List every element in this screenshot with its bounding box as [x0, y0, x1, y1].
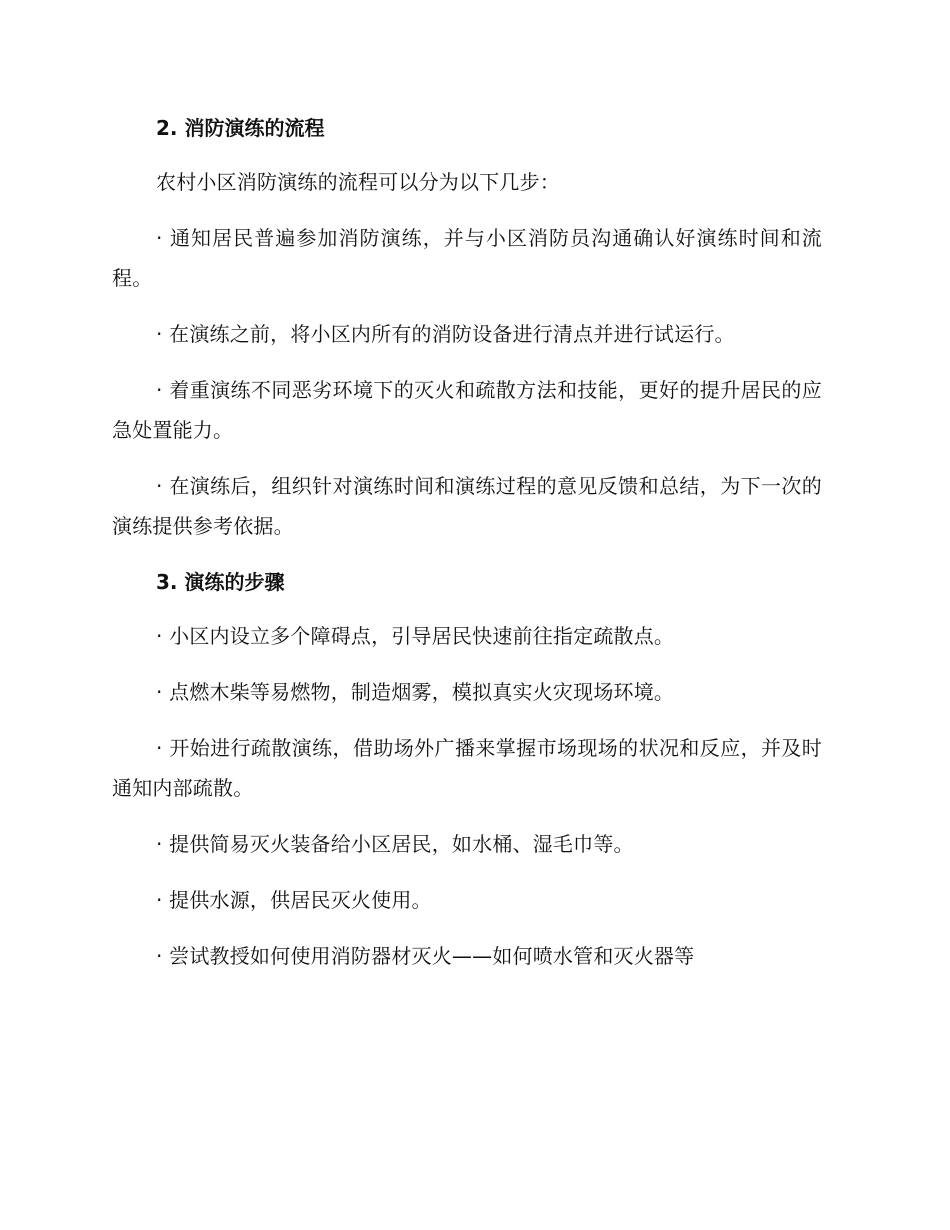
bullet-feedback-summary: · 在演练后，组织针对演练时间和演练过程的意见反馈和总结，为下一次的演练提供参考依据。	[112, 474, 822, 538]
bullet-water-source: · 提供水源，供居民灭火使用。	[156, 888, 432, 912]
bullet-check-equipment: · 在演练之前，将小区内所有的消防设备进行清点并进行试运行。	[156, 322, 735, 346]
section-heading-fire-drill-process: 2. 消防演练的流程	[156, 116, 325, 140]
bullet-obstacle-points: · 小区内设立多个障碍点，引导居民快速前往指定疏散点。	[156, 624, 675, 648]
bullet-evacuation-drill: · 开始进行疏散演练，借助场外广播来掌握市场现场的状况和反应，并及时通知内部疏散。	[112, 736, 822, 800]
bullet-notify-residents: · 通知居民普遍参加消防演练，并与小区消防员沟通确认好演练时间和流程。	[112, 226, 822, 290]
bullet-practice-skills: · 着重演练不同恶劣环境下的灭火和疏散方法和技能，更好的提升居民的应急处置能力。	[112, 378, 822, 442]
document-page	[112, 108, 822, 976]
bullet-simple-equipment: · 提供简易灭火装备给小区居民，如水桶、湿毛巾等。	[156, 832, 634, 856]
section-heading-drill-steps: 3. 演练的步骤	[156, 570, 285, 594]
bullet-teach-equipment-use: · 尝试教授如何使用消防器材灭火——如何喷水管和灭火器等	[156, 944, 695, 968]
bullet-simulate-smoke: · 点燃木柴等易燃物，制造烟雾，模拟真实火灾现场环境。	[156, 680, 675, 704]
paragraph-process-intro: 农村小区消防演练的流程可以分为以下几步：	[156, 170, 560, 194]
